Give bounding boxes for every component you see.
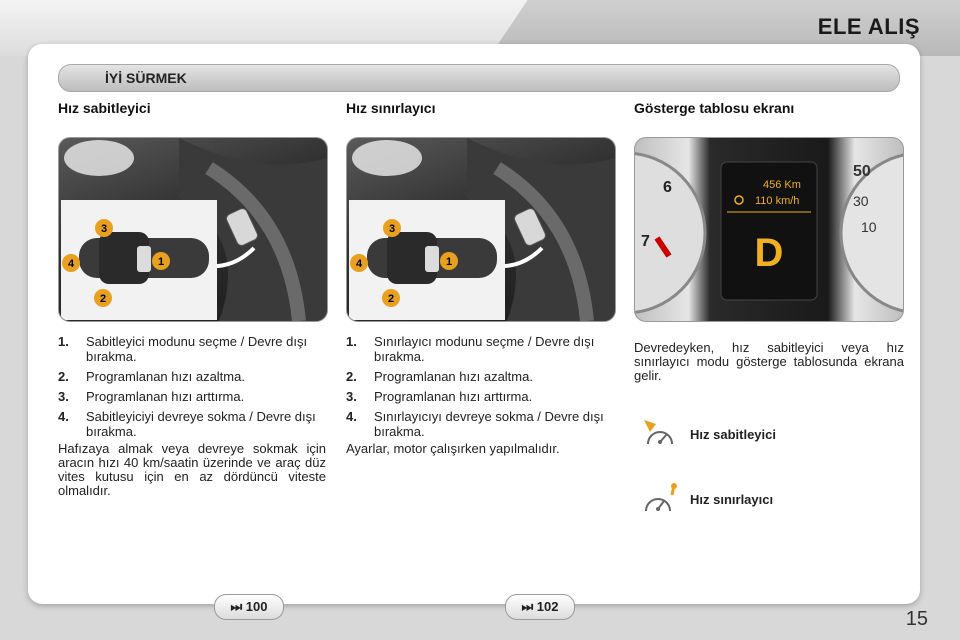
instrument-cluster-illustration xyxy=(635,138,903,321)
list-item: 3. Programlanan hızı arttırma. xyxy=(58,389,245,404)
svg-text:2: 2 xyxy=(99,293,107,305)
cruise-indicator-label: Hız sabitleyici xyxy=(690,427,776,442)
svg-text:7: 7 xyxy=(641,233,650,250)
list-item: 4. Sabitleyiciyi devreye sokma / Devre dışı bırakma. xyxy=(58,409,316,439)
cruise-indicator-row xyxy=(640,418,890,448)
svg-text:10: 10 xyxy=(861,219,877,235)
limiter-stalk-photo xyxy=(346,137,616,322)
svg-text:30: 30 xyxy=(853,193,869,209)
steering-stalk-illustration xyxy=(347,138,615,321)
page-ref-102-button[interactable]: ⏭ 102 xyxy=(505,594,575,620)
list-item: 2. Programlanan hızı azaltma. xyxy=(58,369,245,384)
svg-text:2: 2 xyxy=(387,293,395,305)
screen-distance: 456 Km xyxy=(763,179,801,191)
display-title: Gösterge tablosu ekranı xyxy=(634,100,795,116)
section-bar xyxy=(58,64,900,92)
page-number: 15 xyxy=(905,608,928,630)
limiter-list xyxy=(346,334,614,444)
svg-text:4: 4 xyxy=(67,258,75,270)
chapter-title: ELE ALIŞ xyxy=(817,14,920,39)
steering-stalk-illustration xyxy=(59,138,327,321)
cruise-stalk-photo xyxy=(58,137,328,322)
cruise-list xyxy=(58,334,326,444)
cruise-title: Hız sabitleyici xyxy=(58,100,151,116)
speed-limiter-icon xyxy=(640,483,680,513)
svg-text:3: 3 xyxy=(100,223,108,235)
display-note: Devredeyken, hız sabitleyici veya hız sınırlayıcı modu gösterge tablosunda ekrana gelir. xyxy=(634,340,904,383)
list-item: 4. Sınırlayıcıyı devreye sokma / Devre dışı bırakma. xyxy=(346,409,604,439)
svg-text:4: 4 xyxy=(355,258,363,270)
page-ref-100-button[interactable]: ⏭ 100 xyxy=(214,594,284,620)
svg-text:1: 1 xyxy=(445,256,453,268)
cruise-control-icon xyxy=(640,418,680,448)
limiter-indicator-row xyxy=(640,483,890,513)
svg-text:3: 3 xyxy=(388,223,396,235)
section-title: İYİ SÜRMEK xyxy=(105,70,187,86)
svg-text:6: 6 xyxy=(663,179,672,196)
dashboard-photo xyxy=(634,137,904,322)
limiter-indicator-label: Hız sınırlayıcı xyxy=(690,492,774,507)
list-item: 3. Programlanan hızı arttırma. xyxy=(346,389,533,404)
limiter-note: Ayarlar, motor çalışırken yapılmalıdır. xyxy=(346,441,560,456)
list-item: 2. Programlanan hızı azaltma. xyxy=(346,369,533,384)
limiter-title: Hız sınırlayıcı xyxy=(346,100,436,116)
svg-text:50: 50 xyxy=(853,163,871,180)
screen-speed: 110 km/h xyxy=(755,195,800,207)
list-item: 1. Sabitleyici modunu seçme / Devre dışı bırakma. xyxy=(58,334,308,364)
page-panel xyxy=(28,44,920,604)
screen-gear: D xyxy=(754,231,784,275)
cruise-note: Hafızaya almak veya devreye sokmak için aracın hızı 40 km/saatin üzerinde ve araç düz vites kutusu için en az dördüncü viteste olmalıdır. xyxy=(58,441,326,498)
svg-text:1: 1 xyxy=(157,256,165,268)
list-item: 1. Sınırlayıcı modunu seçme / Devre dışı bırakma. xyxy=(346,334,595,364)
